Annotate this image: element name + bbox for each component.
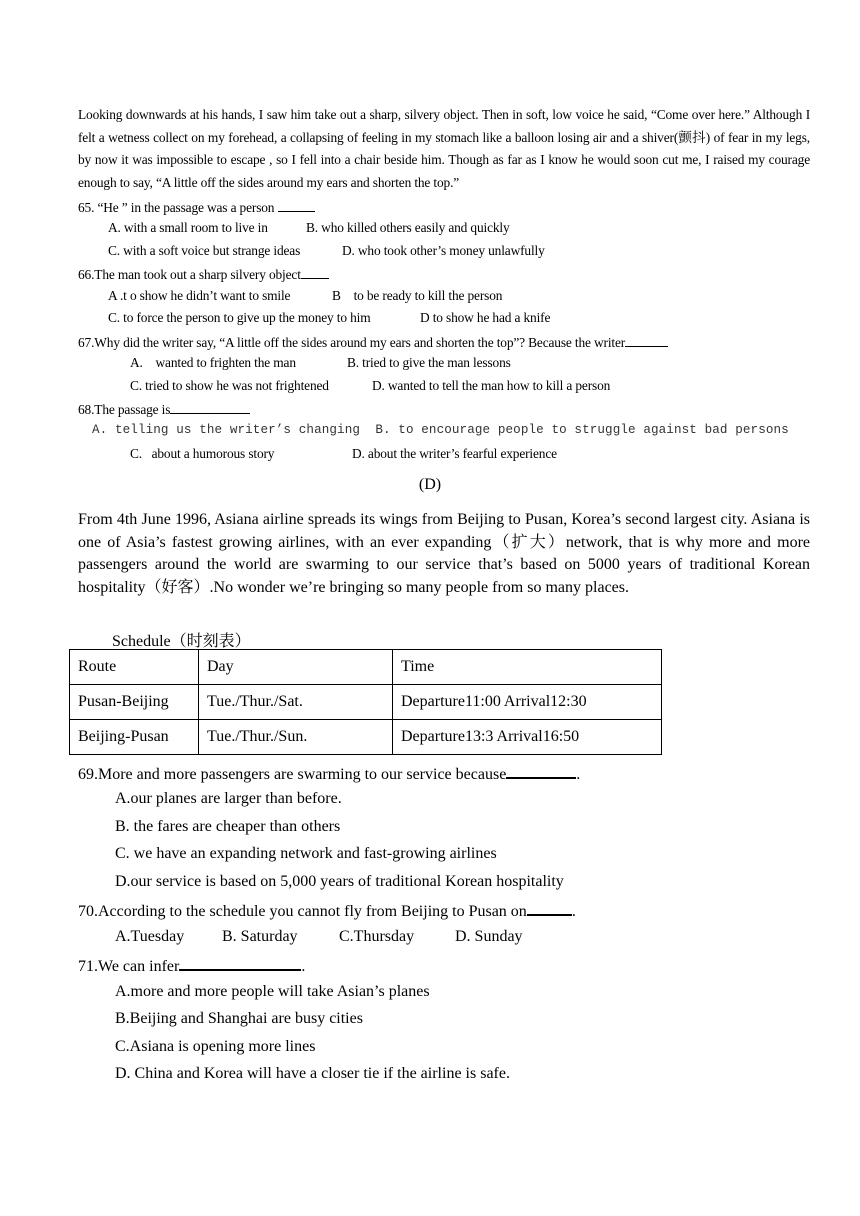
answer-blank [170, 400, 250, 414]
table-cell: Beijing-Pusan [70, 720, 199, 755]
option-66d: D to show he had a knife [420, 310, 551, 325]
option-71d: D. China and Korea will have a closer tie if the airline is safe. [115, 1065, 510, 1082]
table-cell: Departure13:3 Arrival16:50 [393, 720, 662, 755]
option-66c: C. to force the person to give up the money to him [108, 310, 371, 325]
question-66-stem: 66.The man took out a sharp silvery object [78, 267, 301, 282]
answer-blank [278, 198, 315, 212]
schedule-table [69, 649, 662, 755]
question-65 [78, 198, 315, 216]
table-cell: Tue./Thur./Sat. [199, 685, 393, 720]
option-67c: C. tried to show he was not frightened [130, 378, 329, 393]
option-70d: D. Sunday [455, 928, 523, 945]
answer-blank [179, 955, 301, 971]
answer-blank [625, 333, 668, 347]
answer-blank [527, 900, 572, 916]
option-71a: A.more and more people will take Asian’s planes [115, 983, 430, 1000]
question-66 [78, 265, 329, 283]
question-65-stem: 65. “He ” in the passage was a person [78, 200, 278, 215]
option-70b: B. Saturday [222, 928, 298, 945]
question-period: . [576, 766, 581, 783]
option-69d: D.our service is based on 5,000 years of traditional Korean hospitality [115, 873, 564, 890]
question-71 [78, 955, 305, 976]
option-70a: A.Tuesday [115, 928, 185, 945]
question-68 [78, 400, 250, 418]
option-69c: C. we have an expanding network and fast-growing airlines [115, 845, 497, 862]
table-cell: Departure11:00 Arrival12:30 [393, 685, 662, 720]
option-67a: A. wanted to frighten the man [130, 355, 296, 370]
option-67b: B. tried to give the man lessons [347, 355, 511, 370]
question-period: . [571, 903, 576, 920]
option-66b: B to be ready to kill the person [332, 288, 503, 303]
question-71-stem: 71.We can infer [78, 958, 180, 975]
question-67-stem: 67.Why did the writer say, “A little off the sides around my ears and shorten the top”? Because the writer [78, 335, 626, 350]
answer-blank [301, 265, 329, 279]
option-68c: C. about a humorous story [130, 446, 275, 461]
option-71b: B.Beijing and Shanghai are busy cities [115, 1010, 363, 1027]
option-65a: A. with a small room to live in [108, 220, 268, 235]
question-68-stem: 68.The passage is [78, 402, 171, 417]
option-66a: A .t o show he didn’t want to smile [108, 288, 291, 303]
schedule-label: Schedule（时刻表） [112, 633, 251, 650]
answer-blank [506, 763, 576, 779]
table-header-row [70, 650, 662, 685]
question-67 [78, 333, 668, 351]
option-68ab: A. telling us the writer’s changing B. to encourage people to struggle against bad persons [92, 423, 789, 437]
question-70-stem: 70.According to the schedule you cannot fly from Beijing to Pusan on [78, 903, 527, 920]
question-70 [78, 900, 576, 921]
option-67d: D. wanted to tell the man how to kill a person [372, 378, 611, 393]
option-65c: C. with a soft voice but strange ideas [108, 243, 301, 258]
question-69 [78, 763, 580, 784]
section-heading-d: (D) [418, 476, 442, 493]
option-65b: B. who killed others easily and quickly [306, 220, 510, 235]
question-69-stem: 69.More and more passengers are swarming to our service because [78, 766, 507, 783]
passage-d-paragraph: From 4th June 1996, Asiana airline spreads its wings from Beijing to Pusan, Korea’s second largest city. Asiana is one of Asia’s fastest growing airlines, with an ever expanding（扩大）network, that is why more and more passengers around the world are swarming to our service that’s based on 5000 years of traditional Korean hospitality（好客）.No wonder we’re bringing so many people from so many places. [78, 511, 810, 596]
table-cell: Tue./Thur./Sun. [199, 720, 393, 755]
option-70c: C.Thursday [339, 928, 415, 945]
table-cell: Pusan-Beijing [70, 685, 199, 720]
option-69a: A.our planes are larger than before. [115, 790, 342, 807]
table-row [70, 720, 662, 755]
passage-c-paragraph: Looking downwards at his hands, I saw him take out a sharp, silvery object. Then in soft, low voice he said, “Come over here.” Although I felt a wetness collect on my forehead, a collapsing of feeling in my stomach like a balloon losing air and a shiver(颤抖) of fear in my legs, by now it was impossible to escape , so I fell into a chair beside him. Though as far as I know he would soon cut me, I raised my courage enough to say, “A little off the sides around my ears and shorten the top.” [78, 107, 810, 190]
question-period: . [301, 958, 306, 975]
option-68d: D. about the writer’s fearful experience [352, 446, 557, 461]
option-71c: C.Asiana is opening more lines [115, 1038, 316, 1055]
table-row [70, 685, 662, 720]
table-header-cell: Day [199, 650, 393, 685]
table-header-cell: Time [393, 650, 662, 685]
option-69b: B. the fares are cheaper than others [115, 818, 341, 835]
table-header-cell: Route [70, 650, 199, 685]
option-65d: D. who took other’s money unlawfully [342, 243, 545, 258]
